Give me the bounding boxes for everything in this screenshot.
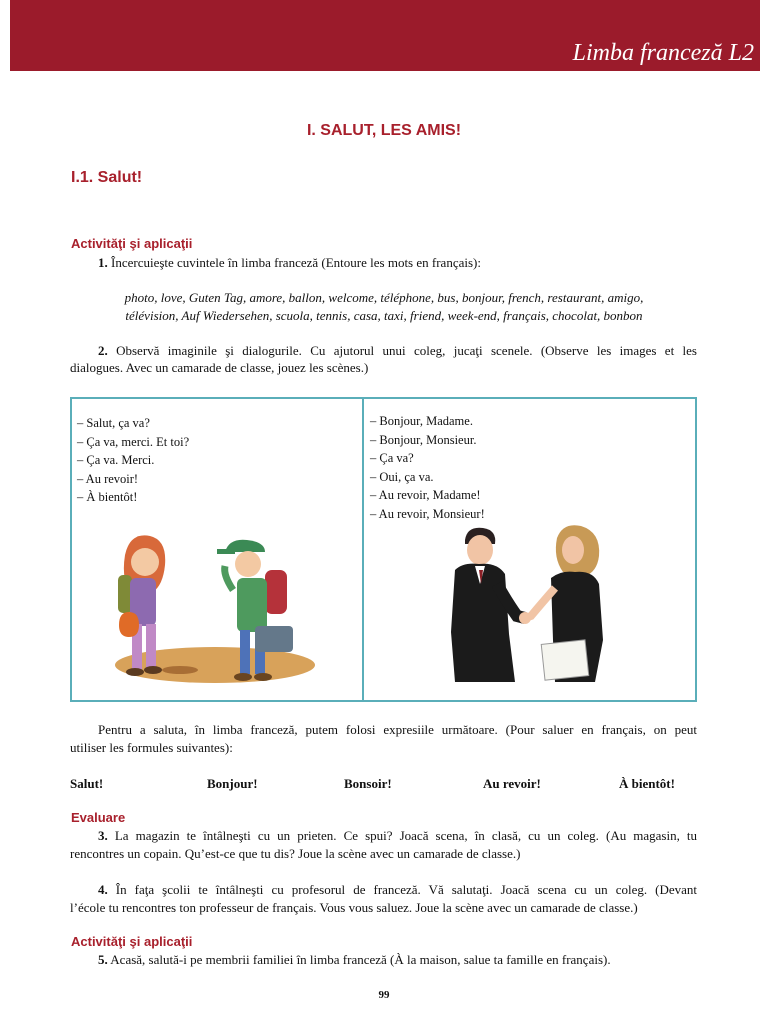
dialogue-line: – Au revoir!	[77, 471, 139, 486]
greeting-au-revoir: Au revoir!	[483, 776, 541, 791]
exercise-text: La magazin te întâlneşti cu un prieten. Ce spui? Joacă scena, în clasă, cu un coleg. (Au magasin, tu	[114, 828, 698, 843]
exercise-text: În faţa şcolii te întâlneşti cu profesorul de franceză. Vă salutaţi. Joacă scena cu un coleg. (Devant	[115, 882, 697, 897]
activities-heading: Activităţi şi aplicaţii	[71, 934, 193, 949]
dialogue-line: – Bonjour, Madame.	[370, 414, 473, 428]
exercise-2-line-2: dialogues. Avec un camarade de classe, jouez les scènes.)	[70, 360, 369, 375]
greeting-bonjour: Bonjour!	[207, 776, 258, 791]
dialogue-line: – Salut, ça va?	[77, 416, 150, 430]
exercise-text: Observă imaginile şi dialogurile. Cu ajutorul unui coleg, jucaţi scenele. (Observe les images et les	[116, 343, 697, 358]
exercise-1	[98, 254, 481, 272]
exercise-3-line-2: rencontres un copain. Qu’est-ce que tu dis? Joue la scène avec un camarade de classe.)	[70, 846, 521, 861]
intro-paragraph-line-2: utiliser les formules suivantes):	[70, 740, 233, 755]
word-list-line-1: photo, love, Guten Tag, amore, ballon, welcome, téléphone, bus, bonjour, french, restaurant, amigo,	[124, 290, 644, 305]
exercise-number: 4.	[98, 882, 108, 897]
greeting-salut: Salut!	[70, 776, 104, 791]
adults-handshake-illustration	[445, 522, 615, 692]
word-list-line-2: télévision, Auf Wiedersehen, scuola, tennis, casa, taxi, friend, week-end, français, chocolat, bonbon	[125, 308, 643, 323]
dialogue-line: – Au revoir, Monsieur!	[370, 506, 485, 521]
greeting-bonsoir: Bonsoir!	[344, 776, 392, 791]
exercise-4-line-2: l’école tu rencontres ton professeur de français. Vous vous saluez. Joue la scène avec un camarade de classe.)	[70, 900, 638, 915]
exercise-3-line-1	[98, 827, 697, 845]
activities-heading: Activităţi şi aplicaţii	[71, 236, 193, 251]
exercise-number: 1.	[98, 255, 108, 270]
dialogue-box-divider	[362, 397, 364, 702]
exercise-number: 3.	[98, 828, 108, 843]
greeting-a-bientot: À bientôt!	[619, 776, 675, 791]
header-title: Limba franceză L2	[572, 40, 754, 66]
dialogue-line: – Bonjour, Monsieur.	[370, 432, 477, 447]
exercise-number: 5.	[98, 952, 108, 967]
exercise-4-line-1	[98, 881, 697, 899]
dialogue-left	[77, 414, 189, 507]
dialogue-line: – Oui, ça va.	[370, 469, 434, 484]
exercise-5	[98, 951, 611, 969]
dialogue-line: – À bientôt!	[77, 490, 138, 504]
dialogue-line: – Ça va, merci. Et toi?	[77, 434, 190, 449]
dialogue-line: – Au revoir, Madame!	[370, 488, 481, 502]
kids-greeting-illustration	[105, 530, 315, 690]
dialogue-line: – Ça va?	[370, 451, 414, 465]
exercise-text: Acasă, salută-i pe membrii familiei în limba franceză (À la maison, salue ta famille en français).	[110, 952, 611, 967]
exercise-text: Încercuieşte cuvintele în limba franceză (Entoure les mots en français):	[111, 255, 481, 270]
lesson-title: I. SALUT, LES AMIS!	[306, 122, 462, 139]
evaluation-heading: Evaluare	[71, 810, 126, 825]
page-number: 99	[378, 989, 390, 1001]
exercise-number: 2.	[98, 343, 108, 358]
exercise-2-line-1	[98, 342, 697, 360]
section-title: I.1. Salut!	[71, 169, 143, 186]
dialogue-line: – Ça va. Merci.	[77, 453, 155, 467]
intro-paragraph-line-1: Pentru a saluta, în limba franceză, putem folosi expresiile următoare. (Pour saluer en français, on peut	[98, 722, 697, 737]
dialogue-right	[370, 412, 485, 523]
